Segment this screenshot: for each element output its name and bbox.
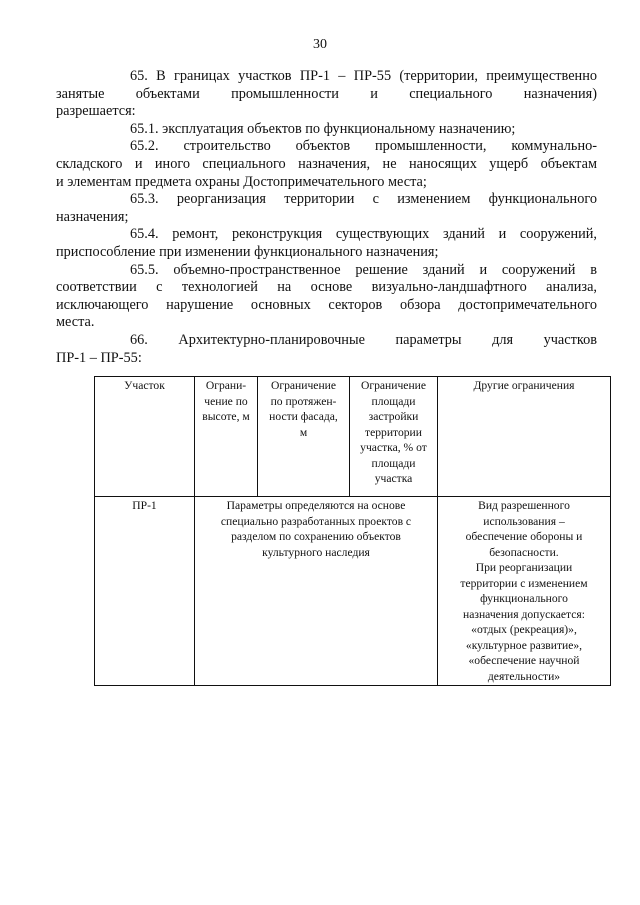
paragraph-65-5-line-1: 65.5. объемно-пространственное решение зданий и сооружений в [130,261,597,278]
parameters-table [94,376,611,686]
paragraph-65-4-line-1: 65.4. ремонт, реконструкция существующих зданий и сооружений, [130,226,597,243]
paragraph-65-5 [93,262,597,280]
table-header-row [95,377,611,497]
header-plot [95,377,195,497]
paragraph-65-2-line-1: 65.2. строительство объектов промышленности, коммунально- [130,138,597,155]
paragraph-65 [93,68,597,86]
header-facade-limit [258,377,350,497]
cell-params [195,497,438,686]
paragraph-65-5-line-2: соответствии с технологией на основе визуально-ландшафтного анализа, [56,279,597,296]
paragraph-65-1 [93,121,597,139]
paragraph-65-5-line-3: исключающего нарушение основных секторов обзора достопримечательного [56,296,597,313]
paragraph-65-line-3: разрешается: [56,103,136,120]
paragraph-65-5-cont [56,279,597,332]
paragraph-65-cont [56,86,597,121]
paragraph-66-cont [56,350,597,368]
header-height-limit-text: Ограни- чение по высоте, м [202,379,250,423]
header-area-limit-text: Ограничение площади застройки территории участка, % от площади участка [360,379,427,485]
paragraph-65-3-line-2: назначения; [56,208,129,225]
paragraph-65-2-cont [56,156,597,191]
paragraph-65-3 [93,191,597,209]
page-number: 30 [313,37,327,52]
header-height-limit [195,377,258,497]
paragraph-65-3-line-1: 65.3. реорганизация территории с изменением функционального [130,191,597,208]
paragraph-65-2 [93,138,597,156]
cell-params-text: Параметры определяются на основе специально разработанных проектов с разделом по сохранению объектов культурного наследия [220,499,412,559]
header-facade-limit-text: Ограничение по протяжен- ности фасада, м [269,379,338,439]
paragraph-65-2-line-2: складского и иного специального назначения, не наносящих ущерб объектам [56,155,597,172]
table-row [95,497,611,686]
paragraph-65-4-cont [56,244,597,262]
header-other-limits-text: Другие ограничения [473,379,575,392]
cell-other-text: Вид разрешенного использования – обеспечение обороны и безопасности. При реорганизации территории с изменением функционального назначения допускается: «отдых (рекреация)», «культурное развитие», «обеспечение научной деятельности» [460,499,588,683]
header-area-limit [350,377,438,497]
paragraph-65-4 [93,226,597,244]
paragraph-66 [93,332,597,350]
paragraph-65-5-line-4: места. [56,314,95,331]
paragraph-66-line-1: 66. Архитектурно-планировочные параметры для участков [130,331,597,348]
cell-other [438,497,611,686]
paragraph-65-4-line-2: приспособление при изменении функционального назначения; [56,243,439,260]
paragraph-66-line-2: ПР-1 – ПР-55: [56,349,142,366]
header-other-limits [438,377,611,497]
body-text [56,68,597,367]
paragraph-65-2-line-3: и элементам предмета охраны Достопримечательного места; [56,173,427,190]
paragraph-65-1-text: 65.1. эксплуатация объектов по функциональному назначению; [130,120,516,137]
paragraph-65-line-1: 65. В границах участков ПР-1 – ПР-55 (территории, преимущественно [130,68,597,84]
cell-plot-text: ПР-1 [132,499,157,512]
cell-plot [95,497,195,686]
paragraph-65-line-2: занятые объектами промышленности и специального назначения) [56,85,597,102]
paragraph-65-3-cont [56,209,597,227]
header-plot-text: Участок [124,379,165,392]
